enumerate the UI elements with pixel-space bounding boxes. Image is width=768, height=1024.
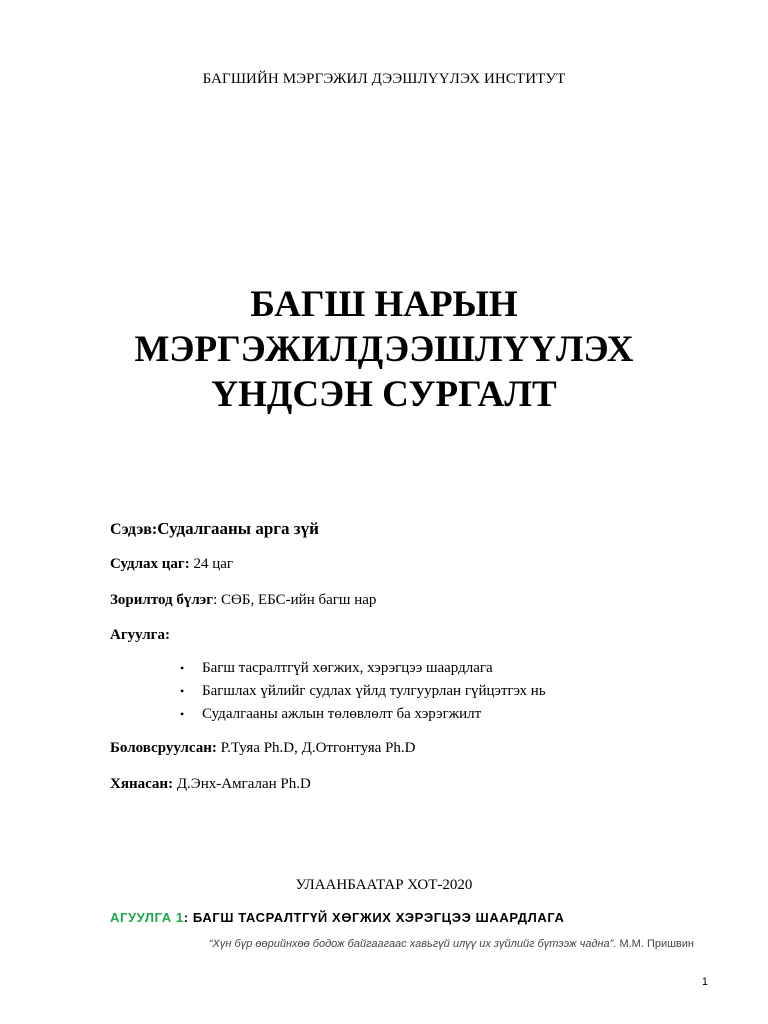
subject-field xyxy=(110,519,319,539)
page-number: 1 xyxy=(701,976,708,988)
document-title xyxy=(0,282,768,417)
epigraph-quote xyxy=(209,938,694,950)
quote-text: “Хүн бүр өөрийнхөө бодож байгаагаас хавьгүй илүү их зүйлийг бүтээж чадна”. xyxy=(208,938,617,950)
study-hours-value: 24 цаг xyxy=(189,556,234,572)
section-prefix: АГУУЛГА 1 xyxy=(110,910,184,925)
list-item: • Багш тасралтгүй хөгжих, хэрэгцээ шаардлага xyxy=(180,657,546,680)
section-title: БАГШ ТАСРАЛТГҮЙ ХӨГЖИХ ХЭРЭГЦЭЭ ШААРДЛАГА xyxy=(192,910,565,925)
title-line-3: ҮНДСЭН СУРГАЛТ xyxy=(211,374,557,415)
reviewed-by-label: Хянасан: xyxy=(110,776,174,792)
target-group-field xyxy=(110,592,376,609)
subject-value: Судалгааны арга зүй xyxy=(157,519,319,538)
bullet-icon: • xyxy=(180,661,185,675)
title-line-2: МЭРГЭЖИЛДЭЭШЛҮҮЛЭХ xyxy=(134,329,634,370)
target-group-label: Зорилтод бүлэг xyxy=(110,592,214,608)
study-hours-label: Судлах цаг: xyxy=(110,556,190,572)
target-group-value: : СӨБ, ЕБС-ийн багш нар xyxy=(213,592,377,608)
list-item: • Багшлах үйлийг судлах үйлд тулгуурлан гүйцэтгэх нь xyxy=(180,680,546,703)
reviewed-by-field xyxy=(110,776,311,793)
subject-label: Сэдэв: xyxy=(110,521,158,538)
city-year: УЛААНБААТАР ХОТ-2020 xyxy=(295,877,473,893)
prepared-by-value: Р.Туяа Ph.D, Д.Отгонтуяа Ph.D xyxy=(216,740,416,756)
prepared-by-field xyxy=(110,740,416,757)
list-item: • Судалгааны ажлын төлөвлөлт ба хэрэгжилт xyxy=(180,703,546,726)
bullet-icon: • xyxy=(180,707,185,721)
institute-name: БАГШИЙН МЭРГЭЖИЛ ДЭЭШЛҮҮЛЭХ ИНСТИТУТ xyxy=(202,71,566,87)
quote-author: М.М. Пришвин xyxy=(616,938,694,950)
title-line-1: БАГШ НАРЫН xyxy=(250,284,518,325)
contents-list xyxy=(180,657,546,726)
contents-label: Агуулга: xyxy=(110,627,170,643)
reviewed-by-value: Д.Энх-Амгалан Ph.D xyxy=(173,776,311,792)
study-hours-field xyxy=(110,556,233,573)
section-heading xyxy=(110,910,564,925)
prepared-by-label: Боловсруулсан: xyxy=(110,740,217,756)
bullet-icon: • xyxy=(180,684,185,698)
section-colon: : xyxy=(183,910,193,925)
